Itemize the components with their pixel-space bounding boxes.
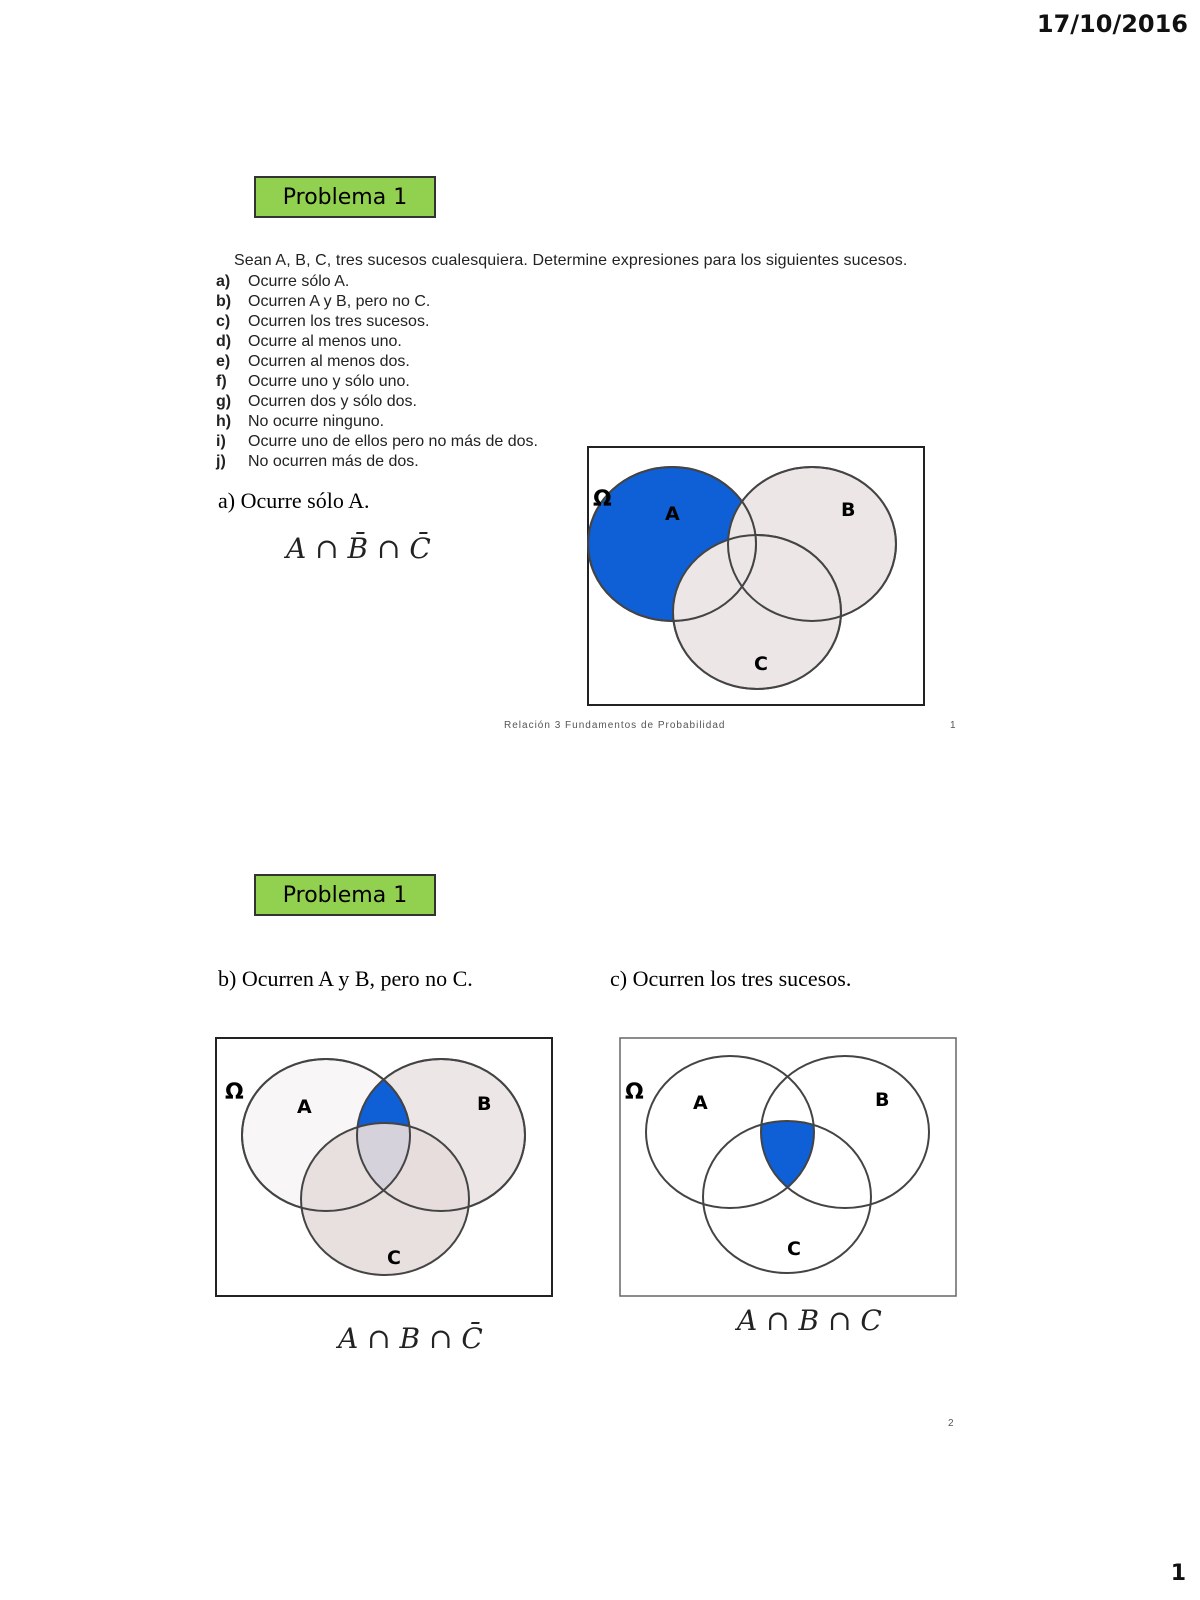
venn-diagram-only-a	[587, 446, 925, 706]
label-b: B	[875, 1089, 890, 1111]
label-c: C	[754, 653, 768, 675]
question-text: Ocurre uno de ellos pero no más de dos.	[248, 433, 538, 450]
question-letter: b)	[216, 293, 232, 310]
slide1-intro: Sean A, B, C, tres sucesos cualesquiera. Determine expresiones para los siguientes sucesos.	[234, 252, 908, 269]
header-date: 17/10/2016	[1036, 10, 1188, 38]
label-a: A	[297, 1096, 312, 1118]
question-list	[216, 272, 538, 472]
question-letter: a)	[216, 273, 231, 290]
subquestion-b: b) Ocurren A y B, pero no C.	[218, 966, 473, 991]
expression-a: A ∩ B̄ ∩ C̄	[286, 532, 431, 565]
question-text: Ocurren dos y sólo dos.	[248, 393, 417, 410]
question-item	[216, 272, 538, 292]
question-text: Ocurren los tres sucesos.	[248, 313, 430, 330]
question-letter: f)	[216, 373, 227, 390]
set-c-circle	[301, 1123, 469, 1275]
slide2-title: Problema 1	[254, 874, 436, 916]
subquestion-a: a) Ocurre sólo A.	[218, 488, 370, 513]
label-a: A	[665, 503, 680, 525]
label-c: C	[387, 1247, 401, 1269]
label-b: B	[841, 499, 856, 521]
omega-label: Ω	[225, 1080, 244, 1105]
slide1-number: 1	[950, 720, 956, 731]
question-item	[216, 412, 538, 432]
question-text: Ocurre uno y sólo uno.	[248, 373, 410, 390]
venn-diagram-a-and-b-and-c	[619, 1037, 957, 1297]
slide1-footer: Relación 3 Fundamentos de Probabilidad	[504, 720, 726, 731]
question-item	[216, 372, 538, 392]
question-text: Ocurre al menos uno.	[248, 333, 402, 350]
label-b: B	[477, 1093, 492, 1115]
question-item	[216, 292, 538, 312]
question-letter: c)	[216, 313, 231, 330]
label-c: C	[787, 1238, 801, 1260]
question-item	[216, 332, 538, 352]
question-item	[216, 352, 538, 372]
question-letter: i)	[216, 433, 226, 450]
question-letter: j)	[216, 453, 226, 470]
venn-diagram-a-and-b-not-c	[215, 1037, 553, 1297]
subquestion-c: c) Ocurren los tres sucesos.	[610, 966, 852, 991]
question-letter: h)	[216, 413, 232, 430]
question-text: No ocurren más de dos.	[248, 453, 419, 470]
question-text: Ocurre sólo A.	[248, 273, 350, 290]
expression-c: A ∩ B ∩ C	[737, 1304, 882, 1337]
omega-label: Ω	[625, 1080, 644, 1105]
question-letter: d)	[216, 333, 232, 350]
slide1-title: Problema 1	[254, 176, 436, 218]
expression-b: A ∩ B ∩ C̄	[338, 1322, 483, 1355]
question-letter: e)	[216, 353, 231, 370]
question-text: No ocurre ninguno.	[248, 413, 385, 430]
question-item	[216, 312, 538, 332]
slide2-number: 2	[948, 1418, 954, 1429]
question-letter: g)	[216, 393, 232, 410]
question-text: Ocurren al menos dos.	[248, 353, 410, 370]
omega-label: Ω	[593, 487, 612, 512]
label-a: A	[693, 1092, 708, 1114]
question-item	[216, 432, 538, 452]
question-item	[216, 452, 538, 472]
question-item	[216, 392, 538, 412]
page-number: 1	[1170, 1561, 1186, 1586]
question-text: Ocurren A y B, pero no C.	[248, 293, 431, 310]
